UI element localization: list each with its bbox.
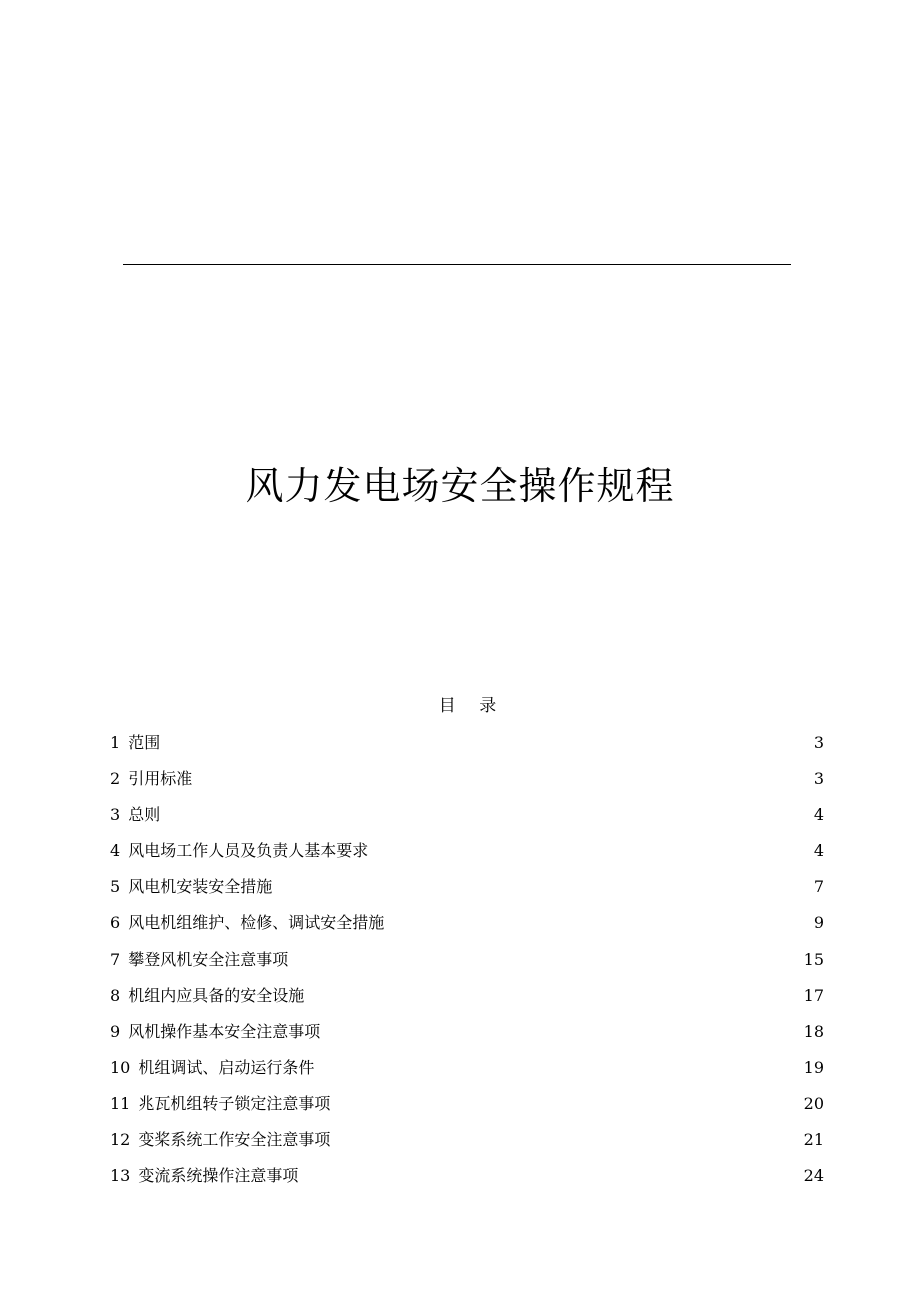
toc-entry-page: 9	[813, 913, 824, 933]
toc-entry-number: 9	[110, 1021, 121, 1041]
table-of-contents	[110, 730, 824, 1199]
toc-entry-page: 4	[813, 841, 824, 861]
toc-entry[interactable]	[110, 874, 824, 910]
toc-entry-page: 3	[813, 769, 824, 789]
toc-entry-number: 4	[110, 841, 121, 861]
toc-entry[interactable]	[110, 947, 824, 983]
toc-entry-page: 3	[813, 733, 824, 752]
toc-entry[interactable]	[110, 1019, 824, 1055]
toc-entry-number: 12	[110, 1130, 131, 1150]
toc-entry-title: 兆瓦机组转子锁定注意事项	[138, 1093, 331, 1113]
toc-entry[interactable]	[110, 1091, 824, 1127]
toc-entry-number: 13	[110, 1166, 131, 1186]
toc-entry-number: 6	[110, 913, 121, 933]
toc-entry[interactable]	[110, 838, 824, 874]
toc-entry-page: 21	[803, 1130, 824, 1150]
toc-heading: 目 录	[438, 696, 497, 716]
toc-entry-number: 8	[110, 985, 121, 1005]
toc-entry[interactable]	[110, 1127, 824, 1163]
toc-entry[interactable]	[110, 766, 824, 802]
toc-entry-title: 总则	[128, 805, 161, 825]
toc-entry-number: 7	[110, 949, 121, 969]
toc-entry-title: 风电机组维护、检修、调试安全措施	[128, 913, 385, 933]
toc-entry-title: 变流系统操作注意事项	[138, 1166, 299, 1186]
toc-entry-page: 24	[803, 1166, 824, 1186]
toc-entry-page: 18	[803, 1021, 824, 1041]
toc-entry-title: 机组调试、启动运行条件	[138, 1057, 315, 1077]
toc-entry-page: 20	[803, 1093, 824, 1113]
toc-entry-number: 11	[110, 1093, 131, 1113]
toc-entry-page: 15	[803, 949, 824, 969]
toc-entry-number: 10	[110, 1057, 131, 1077]
toc-entry-title: 机组内应具备的安全设施	[128, 985, 305, 1005]
toc-entry[interactable]	[110, 910, 824, 946]
toc-entry-title: 攀登风机安全注意事项	[128, 949, 289, 969]
toc-entry-title: 风电机安装安全措施	[128, 877, 273, 897]
toc-entry-page: 4	[813, 805, 824, 825]
toc-entry-number: 3	[110, 805, 121, 825]
toc-entry-title: 变桨系统工作安全注意事项	[138, 1130, 331, 1150]
toc-entry[interactable]	[110, 983, 824, 1019]
toc-entry-page: 7	[813, 877, 824, 897]
toc-entry-page: 17	[803, 985, 824, 1005]
toc-entry-title: 风电场工作人员及负责人基本要求	[128, 841, 369, 861]
toc-entry[interactable]	[110, 730, 824, 766]
toc-entry-number: 1	[110, 733, 121, 752]
toc-entry-title: 引用标准	[128, 769, 193, 789]
document-title: 风力发电场安全操作规程	[245, 464, 675, 508]
toc-entry[interactable]	[110, 1055, 824, 1091]
toc-entry[interactable]	[110, 1163, 824, 1199]
toc-entry-page: 19	[803, 1057, 824, 1077]
toc-entry-title: 风机操作基本安全注意事项	[128, 1021, 321, 1041]
toc-entry-number: 5	[110, 877, 121, 897]
toc-entry-title: 范围	[128, 733, 161, 752]
title-rule-divider	[123, 264, 791, 265]
toc-entry-number: 2	[110, 769, 121, 789]
toc-entry[interactable]	[110, 802, 824, 838]
